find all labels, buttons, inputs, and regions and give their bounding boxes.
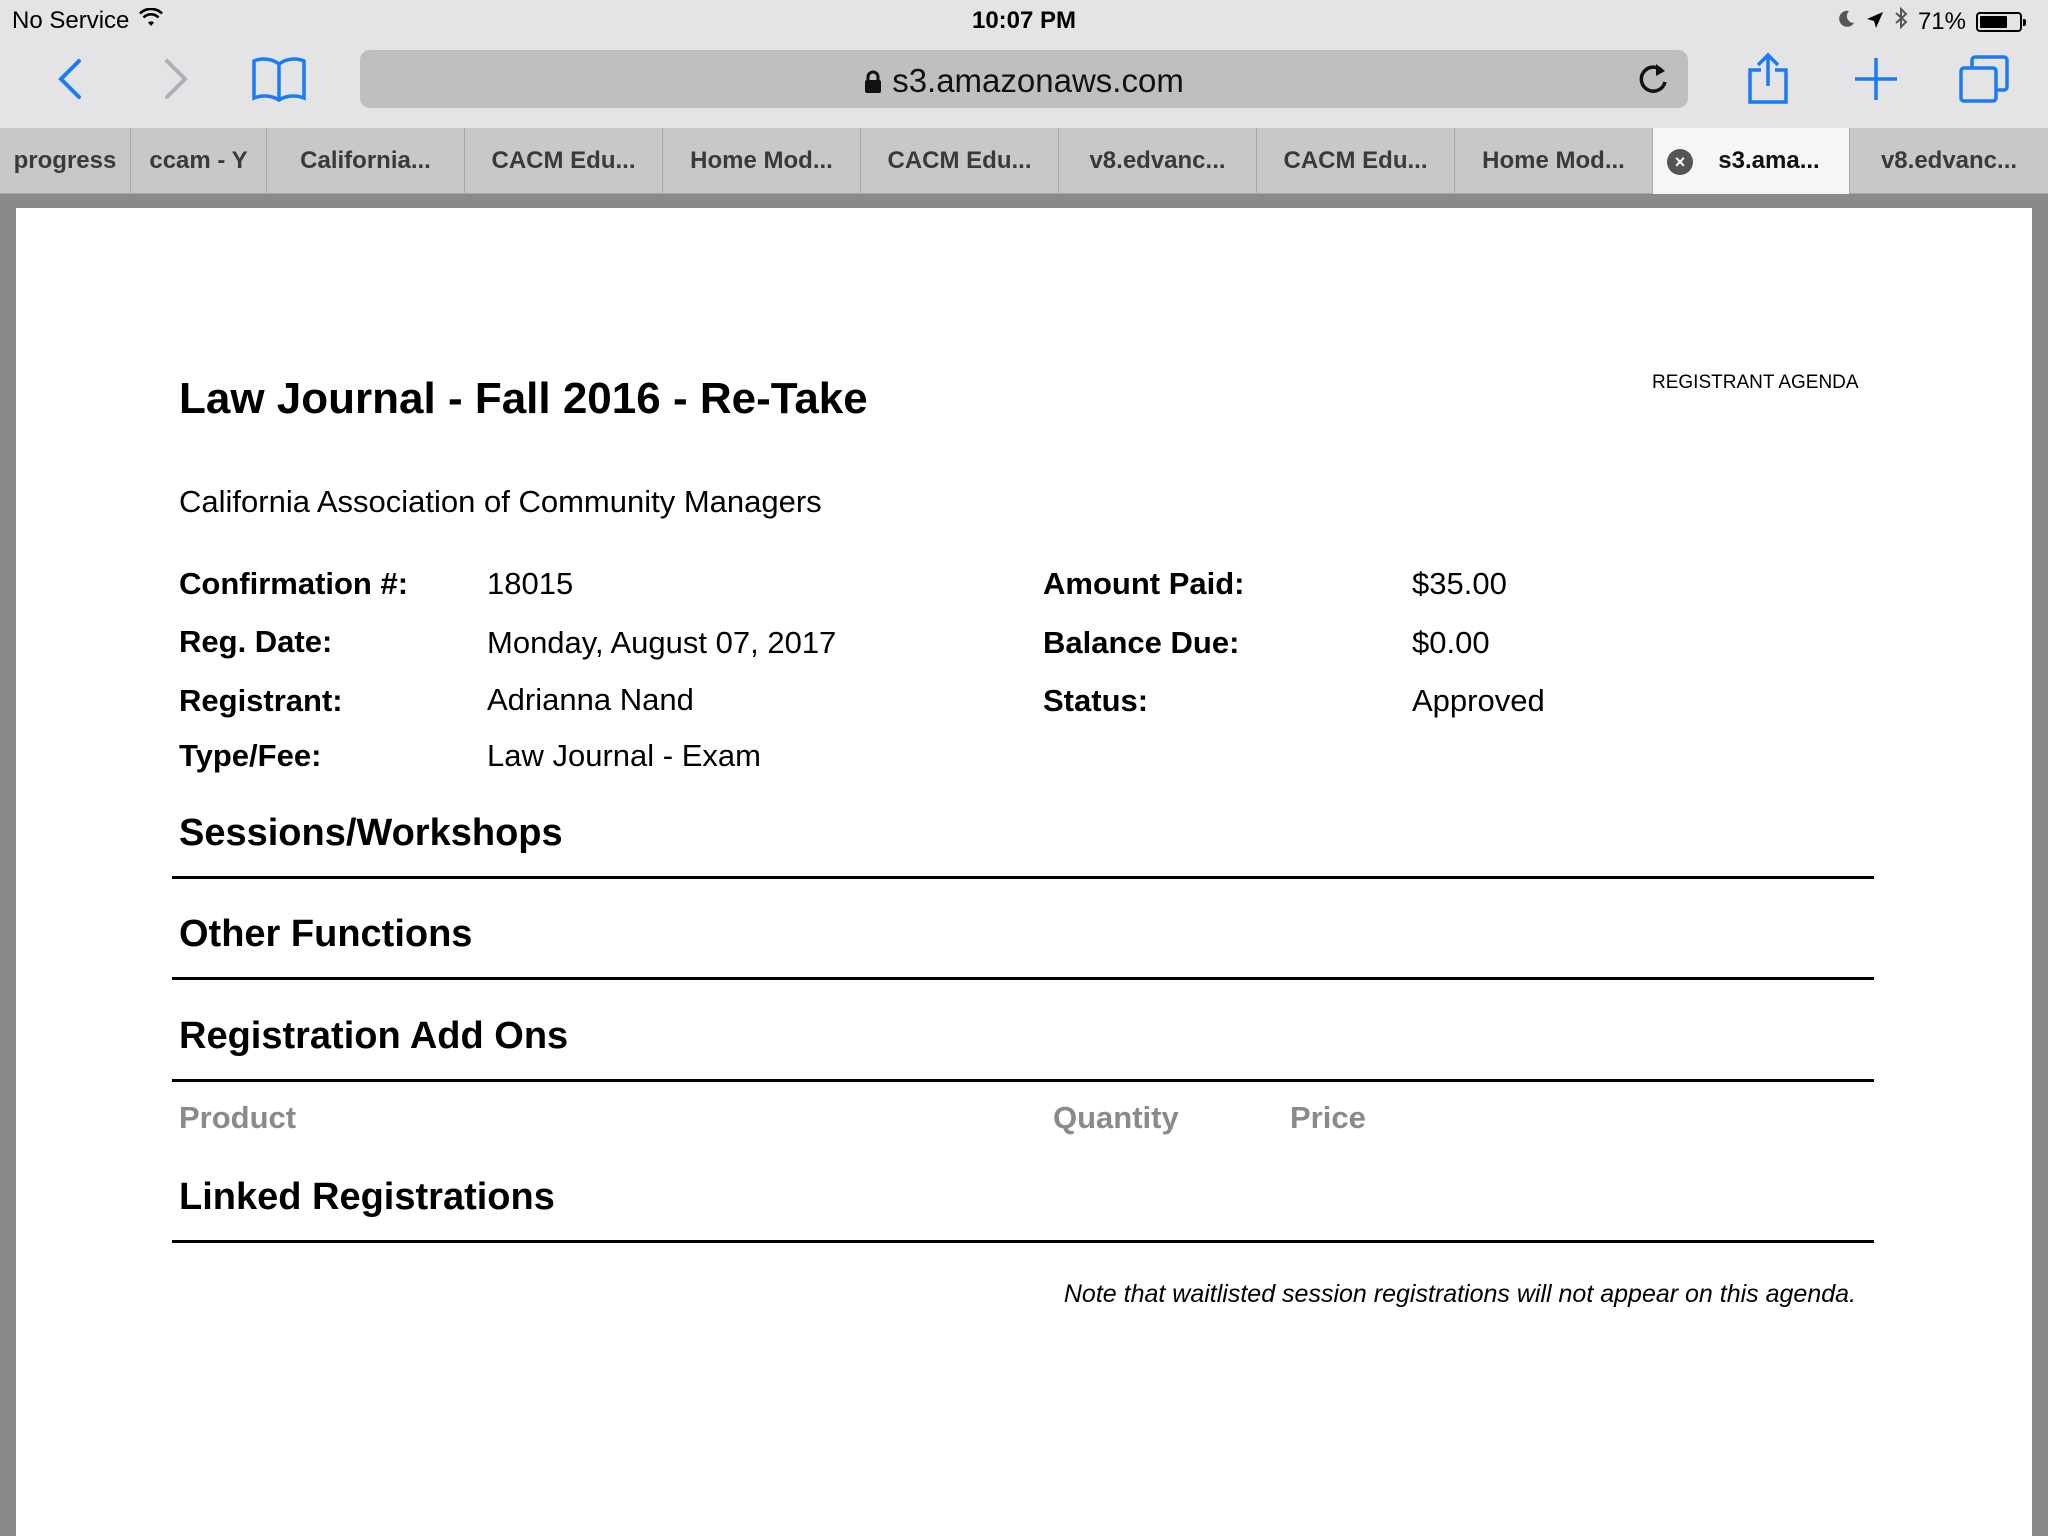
section-divider — [172, 977, 1874, 980]
tab-label: CACM Edu... — [491, 147, 636, 174]
battery-fill — [1980, 16, 2007, 28]
web-page — [16, 208, 2032, 1536]
price-column-header: Price — [1290, 1100, 1366, 1135]
tab-10[interactable] — [1850, 128, 2048, 194]
status-label: Status: — [1043, 683, 1149, 718]
amount-paid-value: $35.00 — [1412, 566, 1507, 601]
tab-label: Home Mod... — [1482, 147, 1625, 174]
reg-date-value: Monday, August 07, 2017 — [487, 625, 837, 660]
confirmation-label: Confirmation #: — [179, 566, 409, 601]
reload-icon[interactable] — [1636, 60, 1670, 101]
balance-due-value: $0.00 — [1412, 625, 1490, 660]
tab-1[interactable] — [131, 128, 267, 194]
status-value: Approved — [1412, 683, 1545, 718]
tab-label: v8.edvanc... — [1880, 147, 2018, 174]
type-fee-label: Type/Fee: — [179, 738, 322, 773]
battery-percent: 71% — [1917, 7, 1966, 35]
registrant-label: Registrant: — [179, 683, 343, 718]
new-tab-button[interactable] — [1846, 42, 1906, 116]
bookmarks-button[interactable] — [246, 42, 312, 116]
lock-icon — [864, 64, 882, 102]
tab-label: California... — [300, 147, 431, 174]
tab-9-active[interactable] — [1653, 128, 1850, 194]
confirmation-value: 18015 — [487, 566, 574, 601]
reg-date-label: Reg. Date: — [179, 624, 333, 659]
tab-2[interactable] — [267, 128, 465, 194]
tab-strip — [0, 128, 2048, 194]
tab-5[interactable] — [861, 128, 1059, 194]
tab-6[interactable] — [1059, 128, 1257, 194]
registrant-value: Adrianna Nand — [487, 682, 694, 717]
share-button[interactable] — [1738, 42, 1798, 116]
tab-7[interactable] — [1257, 128, 1455, 194]
organization-name: California Association of Community Managers — [179, 484, 822, 519]
quantity-column-header: Quantity — [1053, 1100, 1179, 1135]
address-bar[interactable] — [360, 50, 1688, 108]
tab-4[interactable] — [663, 128, 861, 194]
tabs-icon — [1958, 54, 2010, 104]
waitlist-note: Note that waitlisted session registrations will not appear on this agenda. — [1063, 1280, 1856, 1308]
tab-label: Home Mod... — [690, 147, 833, 174]
page-title: Law Journal - Fall 2016 - Re-Take — [179, 374, 868, 423]
tab-3[interactable] — [465, 128, 663, 194]
balance-due-label: Balance Due: — [1043, 625, 1240, 660]
back-button[interactable] — [40, 42, 100, 116]
tab-label: CACM Edu... — [887, 147, 1032, 174]
other-functions-heading: Other Functions — [179, 913, 473, 955]
tab-8[interactable] — [1455, 128, 1653, 194]
sessions-workshops-heading: Sessions/Workshops — [179, 812, 563, 854]
url-text: s3.amazonaws.com — [892, 62, 1184, 99]
linked-registrations-heading: Linked Registrations — [179, 1176, 555, 1218]
agenda-label: REGISTRANT AGENDA — [1652, 372, 1859, 393]
close-tab-icon[interactable]: × — [1667, 149, 1693, 175]
tab-label: progress — [13, 147, 117, 174]
type-fee-value: Law Journal - Exam — [487, 738, 761, 773]
tab-label: ccam - Y — [149, 147, 248, 174]
browser-toolbar — [0, 42, 2048, 128]
plus-icon — [1853, 56, 1899, 102]
share-icon — [1746, 52, 1790, 106]
tab-label: CACM Edu... — [1283, 147, 1428, 174]
amount-paid-label: Amount Paid: — [1043, 566, 1245, 601]
chevron-left-icon — [55, 57, 85, 101]
moon-icon — [1836, 8, 1856, 36]
registration-add-ons-heading: Registration Add Ons — [179, 1015, 569, 1057]
location-arrow-icon — [1866, 8, 1884, 36]
section-divider — [172, 1079, 1874, 1082]
carrier-label: No Service — [12, 7, 130, 34]
product-column-header: Product — [179, 1100, 297, 1135]
tab-label: v8.edvanc... — [1089, 147, 1226, 174]
clock: 10:07 PM — [971, 7, 1077, 34]
tabs-overview-button[interactable] — [1954, 42, 2014, 116]
chevron-right-icon — [161, 57, 191, 101]
forward-button[interactable] — [146, 42, 206, 116]
battery-icon — [1976, 12, 2022, 32]
tab-label: s3.ama... — [1718, 147, 1820, 174]
book-icon — [251, 56, 307, 102]
section-divider — [172, 1240, 1874, 1243]
bluetooth-icon — [1894, 7, 1908, 36]
status-bar — [0, 0, 2048, 42]
section-divider — [172, 876, 1874, 879]
tab-0[interactable] — [0, 128, 131, 194]
